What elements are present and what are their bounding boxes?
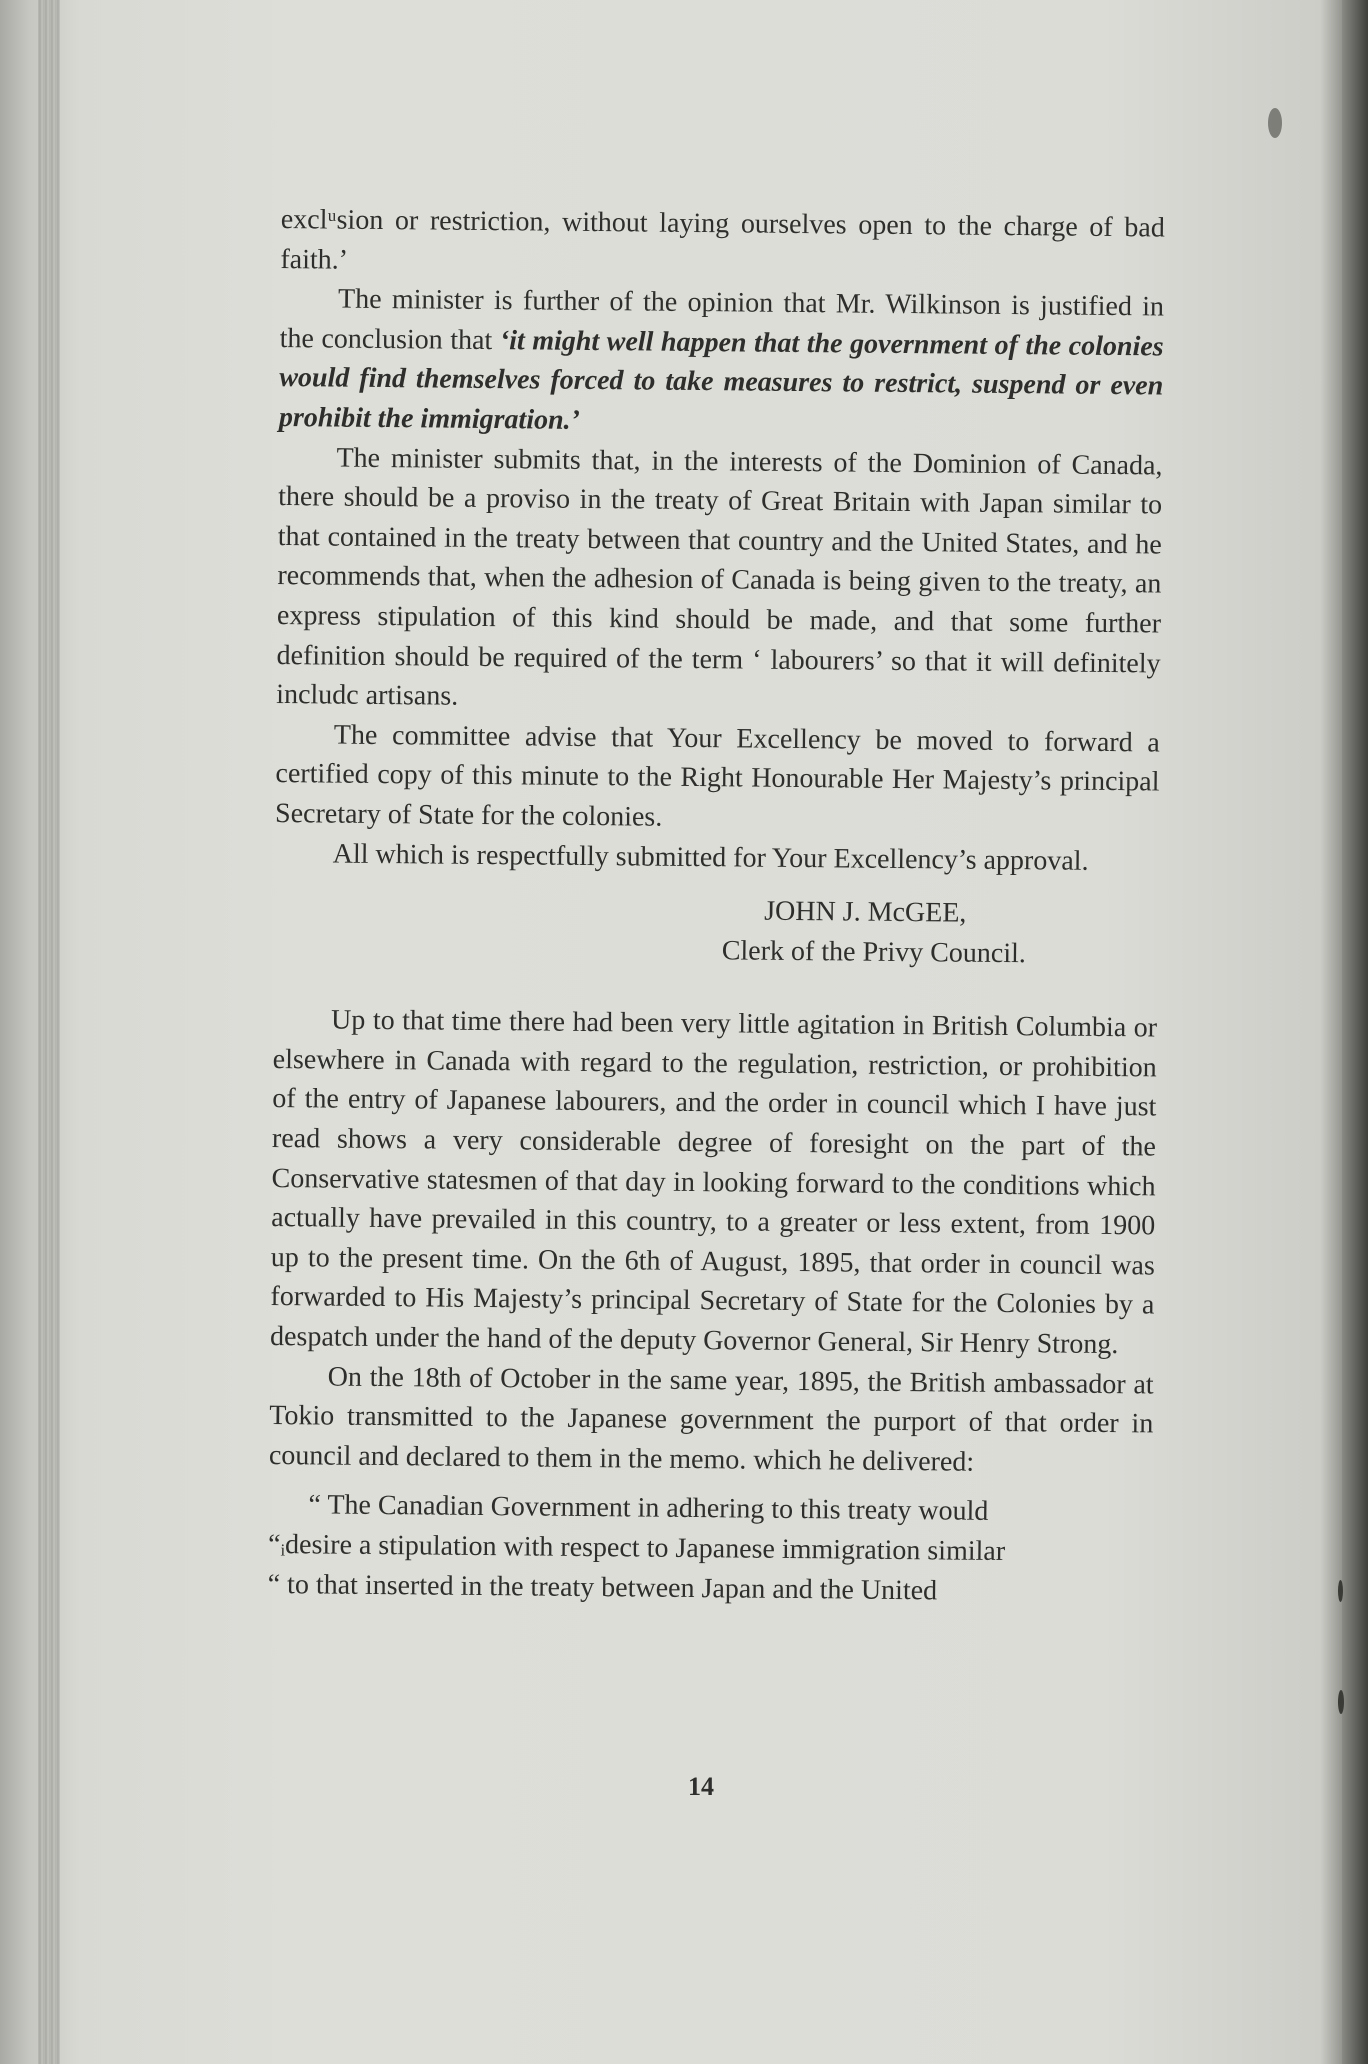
- paragraph: Up to that time there had been very little agitation in British Columbia or elsewhere in Canada with regard to the regulation, restriction, or prohibition of the entry of Japanese labourers, and the order in council which I have just read shows a very considerable degree of foresight on the part of the Conservative statesmen of that day in looking forward to the conditions which actually have prevailed in this country, to a greater or less extent, from 1900 up to the present time. On the 6th of August, 1895, that order in council was forwarded to His Majesty’s principal Secretary of State for the Colonies by a despatch under the hand of the deputy Governor General, Sir Henry Strong.: [269, 1004, 1158, 1361]
- paragraph: All which is respectfully submitted for Your Excellency’s approval.: [332, 838, 1089, 877]
- paragraph: [279, 279, 1164, 446]
- italic-quote: ‘it might well happen that the government of the colonies would find themselves forced to take measures to restrict, suspend or even prohibit the immigration.’: [278, 324, 1164, 436]
- paragraph: The minister submits that, in the interests of the Dominion of Canada, there should be a proviso in the treaty of Great Britain with Japan similar to that contained in the treaty between that country and the United States, and he recommends that, when the adhesion of Canada is being given to the treaty, an express stipulation of this kind should be made, and that some further definition should be required of the term ‘ labourers’ so that it will definitely includc artisans.: [276, 442, 1163, 712]
- quote-line: “ to that inserted in the treaty between Japan and the United: [267, 1568, 938, 1606]
- page-fore-edge: [1342, 0, 1368, 2064]
- page-binding-edge: [38, 0, 60, 2064]
- signature-block: [274, 887, 1159, 975]
- body-text: [268, 200, 1165, 1613]
- signatory-title: Clerk of the Privy Council.: [721, 934, 1027, 969]
- paragraph-text: The minister is further of the opinion that Mr. Wilkinson is justified in the conclusion that: [279, 283, 1165, 356]
- ink-blemish: [1338, 1690, 1344, 1714]
- paragraph: exclᵘsion or restriction, without laying ourselves open to the charge of bad faith.’: [280, 203, 1165, 276]
- page-number: 14: [688, 1772, 714, 1801]
- ink-blemish: [1338, 1580, 1343, 1602]
- paragraph: The committee advise that Your Excellency be moved to forward a certified copy of this minute to the Right Honourable Her Majesty’s principal Secretary of State for the colonies.: [274, 719, 1160, 833]
- quote-line: “ᵢdesire a stipulation with respect to Japanese immigration similar: [267, 1528, 1006, 1568]
- signatory-name: JOHN J. McGEE,: [764, 895, 967, 929]
- paragraph: On the 18th of October in the same year, 1895, the British ambassador at Tokio transmitted to the Japanese government the purport of that order in council and declared to them in the memo. which he delivered:: [268, 1361, 1154, 1478]
- ink-blemish: [1268, 108, 1282, 138]
- memo-quote: [268, 1485, 1153, 1612]
- quote-line: “ The Canadian Government in adhering to this treaty would: [308, 1489, 989, 1528]
